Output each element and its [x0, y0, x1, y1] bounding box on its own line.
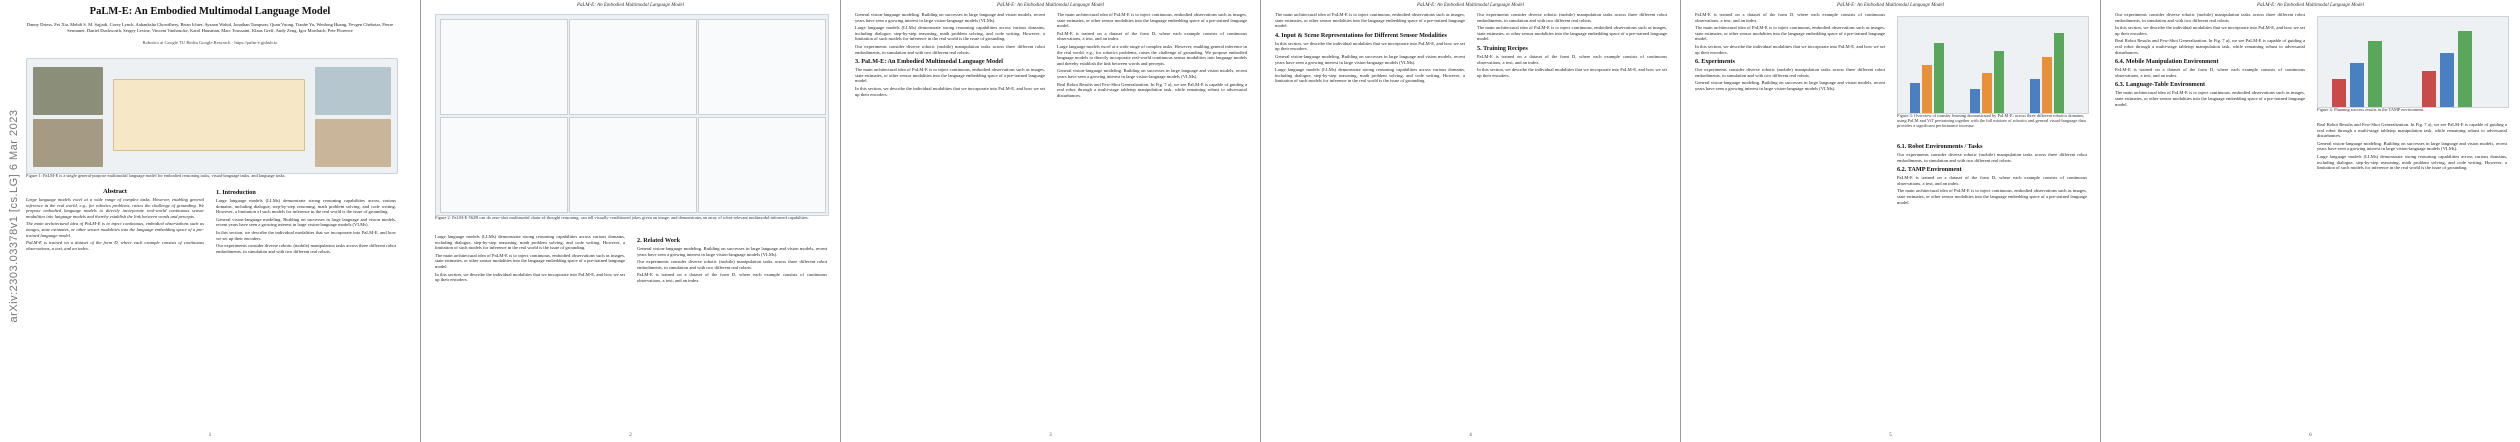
chart-bar: [2332, 79, 2346, 107]
tabletop-image: [315, 67, 391, 115]
page-3-text-1: General vision-language modeling. Building on successes in large language and vision models, recent years have seen a growing interest in large vision-language models (VLMs).: [855, 12, 1045, 23]
tamp-heading: 6.2. TAMP Environment: [1897, 166, 1962, 174]
page-3: [840, 0, 1260, 442]
page-4-left-column: [1275, 12, 1465, 428]
training-text-2: In this section, we describe the individual modalities that we incorporate into PaLM-E, and how we set up their encoders.: [1477, 67, 1667, 78]
experiments-text: Our experiments consider diverse robotic (mobile) manipulation tasks across three different robot embodiments, in simulation and with two different real robots.: [1695, 67, 1885, 78]
page-3-text-6: Large language models excel at a wide range of complex tasks. However, enabling general inference in the real world, e.g., for robotics problems, raises the challenge of grounding. We propose embodied language models to directly incorporate real-world continuous sensor modalities into language models and thereby establish the link between words and percepts.: [1057, 43, 1247, 66]
example-panel-6: [698, 117, 826, 213]
website-link[interactable]: https://palm-e.github.io: [234, 40, 278, 45]
abstract-text: Large language models excel at a wide range of complex tasks. However, enabling general inference in the real world, e.g., for robotics problems, raises the challenge of grounding. We propose embodied language models to directly incorporate real-world continuous sensor modalities into language models and thereby establish the link between words and percepts.: [26, 197, 204, 219]
page-6-text-1: Our experiments consider diverse robotic (mobile) manipulation tasks across three different robot embodiments, in simulation and with two different real robots.: [2115, 12, 2305, 23]
running-header: PaLM-E: An Embodied Multimodal Language Model: [2257, 3, 2364, 8]
intro-text: Large language models (LLMs) demonstrate strong reasoning capabilities across various domains, including dialogue, step-by-step reasoning, math problem solving, and code writing. However, a limitation of such models for inference in the real world is the issue of grounding.: [216, 198, 396, 215]
page-3-text-7: General vision-language modeling. Building on successes in large language and vision models, recent years have seen a growing interest in large vision-language models (VLMs).: [1057, 68, 1247, 79]
page-2-left-column: [435, 234, 625, 428]
figure-3-caption: Figure 3: Overview of transfer learning demonstrated by PaLM-E: across three different robotics domains, using PaLM and ViT pretraining together with the full mixture of robotics and general visual-language data provides a significant performance increase.: [1897, 113, 2086, 129]
language-table-heading: 6.3. Language-Table Environment: [2115, 81, 2206, 89]
chart-bar: [1982, 73, 1992, 113]
example-panel-2: [569, 19, 697, 115]
experiments-text-2: General vision-language modeling. Building on successes in large language and vision models, recent years have seen a growing interest in large vision-language models (VLMs).: [1695, 80, 1885, 91]
mobile-heading: 6.4. Mobile Manipulation Environment: [2115, 58, 2219, 66]
page-6-right-column: [2317, 122, 2507, 428]
intro-text-2: General vision-language modeling. Building on successes in large language and vision models, recent years have seen a growing interest in large vision-language models (VLMs).: [216, 216, 396, 228]
inputs-text: In this section, we describe the individual modalities that we incorporate into PaLM-E, and how we set up their encoders.: [1275, 40, 1465, 52]
page-3-text-4: The main architectural idea of PaLM-E is to inject continuous, embodied observations such as images, state estimates, or other sensor modalities into the language embedding space of a pre-trained language model.: [1057, 12, 1247, 29]
page-5-right-column: [1897, 140, 2087, 428]
page-4: [1260, 0, 1680, 442]
page-4-text-3: The main architectural idea of PaLM-E is to inject continuous, embodied observations such as images, state estimates, or other sensor modalities into the language embedding space of a pre-trained language model.: [1477, 25, 1667, 42]
running-header: PaLM-E: An Embodied Multimodal Language Model: [1417, 3, 1524, 8]
page-number-2: 2: [629, 433, 632, 438]
page-6-text-4: General vision-language modeling. Building on successes in large language and vision models, recent years have seen a growing interest in large vision-language models (VLMs).: [2317, 140, 2507, 152]
page-5-text-1: PaLM-E is trained on a dataset of the form D, where each example consists of continuous observations, a text, and an index.: [1695, 12, 1885, 23]
affiliations: Robotics at Google TU Berlin Google Research · https://palm-e.github.io: [142, 40, 278, 45]
page-1-right-column: [216, 186, 396, 428]
chart-bar: [2440, 53, 2454, 107]
page-3-left-column: [855, 12, 1045, 428]
running-header: PaLM-E: An Embodied Multimodal Language Model: [997, 3, 1104, 8]
page-4-right-column: [1477, 12, 1667, 428]
figure-1: [26, 58, 398, 174]
related-text: General vision-language modeling. Building on successes in large language and vision models, recent years have seen a growing interest in large vision-language models (VLMs).: [637, 246, 827, 257]
running-header: PaLM-E: An Embodied Multimodal Language Model: [1837, 3, 1944, 8]
page-6-text-5: Large language models (LLMs) demonstrate strong reasoning capabilities across various domains, including dialogue, step-by-step reasoning, math problem solving, and code writing. However, a limitation of such models for inference in the real world is the issue of grounding.: [2317, 153, 2507, 171]
example-panel-4: [440, 117, 568, 213]
chart-bar: [1970, 89, 1980, 113]
tamp-text-2: The main architectural idea of PaLM-E is to inject continuous, embodied observations such as images, state estimates, or other sensor modalities into the language embedding space of a pre-trained language model.: [1897, 188, 2087, 205]
page-2-right-column: [637, 234, 827, 428]
example-panel-1: [440, 19, 568, 115]
paper-title: PaLM-E: An Embodied Multimodal Language Model: [89, 6, 331, 17]
page-5-text-3: In this section, we describe the individual modalities that we incorporate into PaLM-E, and how we set up their encoders.: [1695, 43, 1885, 55]
chart-bar: [2030, 79, 2040, 113]
intro-text-3: In this section, we describe the individual modalities that we incorporate into PaLM-E, and how we set up their encoders.: [216, 229, 396, 241]
page-number-5: 5: [1889, 433, 1892, 438]
page-number-1: 1: [208, 433, 212, 438]
page-6-left-column: [2115, 12, 2305, 428]
chart-bar: [1910, 83, 1920, 113]
page-2-text-3: In this section, we describe the individual modalities that we incorporate into PaLM-E, and how we set up their encoders.: [435, 271, 625, 283]
chart-bar: [1994, 51, 2004, 113]
page-2-text-1: Large language models (LLMs) demonstrate strong reasoning capabilities across various domains, including dialogue, step-by-step reasoning, math problem solving, and code writing. However, a limitation of such models for inference in the real world is the issue of grounding.: [435, 234, 625, 251]
mobile-text: PaLM-E is trained on a dataset of the form D, where each example consists of continuous observations, a text, and an index.: [2115, 67, 2305, 78]
figure-2: [435, 14, 829, 216]
figure-4-caption: Figure 4: Planning success results in the TAMP environment.: [2317, 107, 2425, 112]
page-number-3: 3: [1049, 433, 1052, 438]
model-text: The main architectural idea of PaLM-E is to inject continuous, embodied observations such as images, state estimates, or other sensor modalities into the language embedding space of a pre-trained language model.: [855, 67, 1045, 84]
intro-heading: 1. Introduction: [216, 189, 256, 196]
kitchen-image: [33, 119, 103, 167]
results-text: Real Robot Results and Few-Shot Generalization. In Fig. 7 a), we see PaLM-E is capable of guiding a real robot through a multi-stage tabletop manipulation task, while remaining robust to adversarial disturbances.: [2115, 38, 2305, 55]
figure-4: [2317, 16, 2509, 108]
chart-bar: [1922, 65, 1932, 113]
figure-2-caption: Figure 2: PaLM-E-562B can do zero-shot multimodal chain-of-thought reasoning, can tell visually-conditioned jokes given an image, and demonstrates an array of robot-relevant multimodal-informed capabilities.: [435, 215, 809, 220]
page-3-text-8: Real Robot Results and Few-Shot Generalization. In Fig. 7 a), we see PaLM-E is capable of guiding a real robot through a multi-stage tabletop manipulation task, while remaining robust to adversarial disturbances.: [1057, 81, 1247, 98]
chart-bar: [2350, 63, 2364, 107]
example-panel-3: [698, 19, 826, 115]
figure-3: [1897, 16, 2089, 114]
page-3-text-3: Our experiments consider diverse robotic (mobile) manipulation tasks across three different robot embodiments, in simulation and with two different real robots.: [855, 43, 1045, 55]
robot-image: [33, 67, 103, 115]
training-heading: 5. Training Recipes: [1477, 44, 1528, 52]
page-6-text-2: In this section, we describe the individual modalities that we incorporate into PaLM-E, and how we set up their encoders.: [2115, 25, 2305, 36]
example-panel-5: [569, 117, 697, 213]
model-heading: 3. PaLM-E: An Embodied Multimodal Language Model: [855, 58, 1003, 66]
abstract-text-cont: The main architectural idea of PaLM-E is to inject continuous, embodied observations such as images, state estimates, or other sensor modalities into the language embedding space of a pre-trained language model.: [26, 221, 204, 238]
experiments-heading: 6. Experiments: [1695, 58, 1735, 66]
related-heading: 2. Related Work: [637, 237, 681, 244]
arxiv-stamp: arXiv:2303.03378v1 [cs.LG] 6 Mar 2023: [8, 109, 20, 323]
training-text: PaLM-E is trained on a dataset of the form D, where each example consists of continuous observations, a text, and an index.: [1477, 53, 1667, 65]
inputs-heading: 4. Input & Scene Representations for Different Sensor Modalities: [1275, 31, 1447, 39]
model-text-2: In this section, we describe the individual modalities that we incorporate into PaLM-E, and how we set up their encoders.: [855, 85, 1045, 97]
tamp-text: PaLM-E is trained on a dataset of the form D, where each example consists of continuous observations, a text, and an index.: [1897, 175, 2087, 186]
page-6-text-3: Real Robot Results and Few-Shot Generalization. In Fig. 7 a), we see PaLM-E is capable of guiding a real robot through a multi-stage tabletop manipulation task, while remaining robust to adversarial disturbances.: [2317, 122, 2507, 139]
inputs-text-2: General vision-language modeling. Building on successes in large language and vision models, recent years have seen a growing interest in large vision-language models (VLMs).: [1275, 53, 1465, 65]
page-5-left-column: [1695, 12, 1885, 428]
page-number-6: 6: [2309, 433, 2312, 438]
chart-bar: [2054, 33, 2064, 113]
robot-envs-text: Our experiments consider diverse robotic (mobile) manipulation tasks across three different robot embodiments, in simulation and with two different real robots.: [1897, 152, 2087, 163]
language-table-text: The main architectural idea of PaLM-E is to inject continuous, embodied observations such as images, state estimates, or other sensor modalities into the language embedding space of a pre-trained language model.: [2115, 90, 2305, 107]
figure-1-caption: Figure 1: PaLM-E is a single general-purpose multimodal language model for embodied reasoning tasks, visual-language tasks, and language tasks.: [26, 173, 286, 178]
page-3-text-5: PaLM-E is trained on a dataset of the form D, where each example consists of continuous observations, a text, and an index.: [1057, 30, 1247, 42]
abstract-heading: Abstract: [103, 188, 127, 195]
page-2: [420, 0, 840, 442]
chart-bar: [2042, 57, 2052, 113]
chart-bar: [1934, 43, 1944, 113]
page-2-text-2: The main architectural idea of PaLM-E is to inject continuous, embodied observations such as images, state estimates, or other sensor modalities into the language embedding space of a pre-trained language model.: [435, 252, 625, 269]
page-6: [2100, 0, 2520, 442]
page-1-left-column: [26, 186, 204, 428]
chart-bar: [2458, 31, 2472, 107]
chart-bar: [2368, 41, 2382, 107]
page-3-text-2: Large language models (LLMs) demonstrate strong reasoning capabilities across various domains, including dialogue, step-by-step reasoning, math problem solving, and code writing. However, a limitation of such models for inference in the real world is the issue of grounding.: [855, 25, 1045, 42]
page-3-right-column: [1057, 12, 1247, 428]
vqa-image: [315, 119, 391, 167]
page-number-4: 4: [1469, 433, 1472, 438]
chart-bar: [2422, 71, 2436, 107]
author-list: Danny Driess, Fei Xia, Mehdi S. M. Sajjadi, Corey Lynch, Aakanksha Chowdhery, Brian Ichter, Ayzaan Wahid, Jonathan Tompson, Quan Vuong, Tianhe Yu, Wenlong Huang, Yevgen Chebotar, Pierre Sermanet, Daniel Duckworth, Sergey Levine, Vincent Vanhoucke, Karol Hausman, Marc Toussaint, Klaus Greff, Andy Zeng, Igor Mordatch, Pete Florence: [26, 22, 394, 33]
related-text-2: Our experiments consider diverse robotic (mobile) manipulation tasks across three different robot embodiments, in simulation and with two different real robots.: [637, 259, 827, 270]
page-1: [0, 0, 420, 442]
abstract-text-cont-2: PaLM-E is trained on a dataset of the form D, where each example consists of continuous observations, a text, and an index.: [26, 240, 204, 251]
model-diagram: [113, 79, 305, 151]
page-5-text-2: The main architectural idea of PaLM-E is to inject continuous, embodied observations such as images, state estimates, or other sensor modalities into the language embedding space of a pre-trained language model.: [1695, 25, 1885, 42]
inputs-text-3: Large language models (LLMs) demonstrate strong reasoning capabilities across various domains, including dialogue, step-by-step reasoning, math problem solving, and code writing. However, a limitation of such models for inference in the real world is the issue of grounding.: [1275, 67, 1465, 84]
intro-text-4: Our experiments consider diverse robotic (mobile) manipulation tasks across three different robot embodiments, in simulation and with two different real robots.: [216, 243, 396, 254]
page-5: [1680, 0, 2100, 442]
running-header: PaLM-E: An Embodied Multimodal Language Model: [577, 3, 684, 8]
page-4-text-1: The main architectural idea of PaLM-E is to inject continuous, embodied observations such as images, state estimates, or other sensor modalities into the language embedding space of a pre-trained language model.: [1275, 12, 1465, 29]
robot-envs-heading: 6.1. Robot Environments / Tasks: [1897, 143, 1983, 150]
page-4-text-2: Our experiments consider diverse robotic (mobile) manipulation tasks across three different robot embodiments, in simulation and with two different real robots.: [1477, 12, 1667, 23]
related-text-3: PaLM-E is trained on a dataset of the form D, where each example consists of continuous observations, a text, and an index.: [637, 272, 827, 283]
